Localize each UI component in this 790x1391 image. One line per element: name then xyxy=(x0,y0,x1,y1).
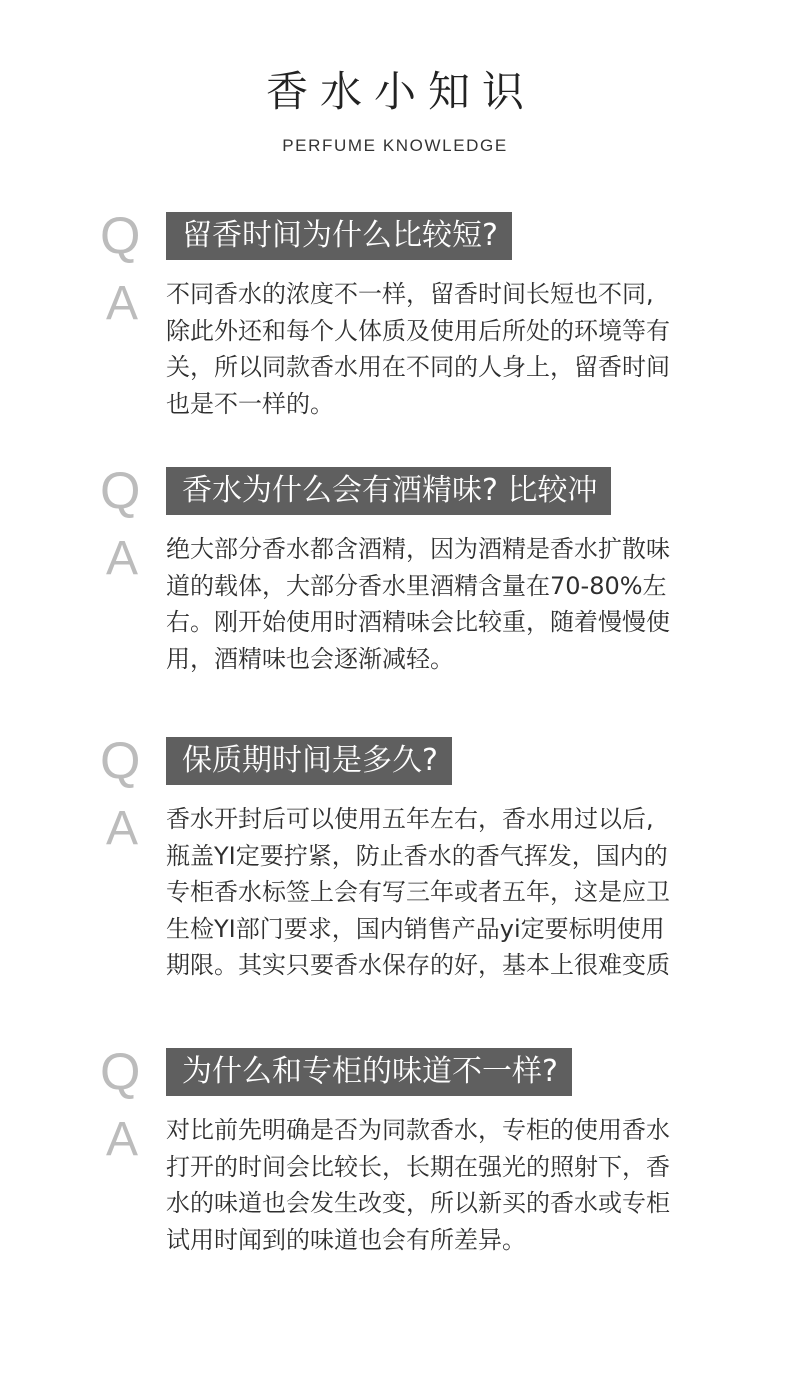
answer-row xyxy=(0,801,790,984)
answer-line: 对比前先明确是否为同款香水，专柜的使用香水 xyxy=(166,1116,670,1144)
page-title: 香水小知识 xyxy=(265,67,536,116)
q-marker: Q xyxy=(100,1043,141,1101)
question-row xyxy=(0,462,790,520)
answer-text xyxy=(166,801,706,984)
answer-row xyxy=(0,1112,790,1258)
q-marker: Q xyxy=(100,207,141,265)
answer-text xyxy=(166,531,706,677)
answer-line: 用，酒精味也会逐渐减轻。 xyxy=(166,644,454,673)
page-subtitle: PERFUME KNOWLEDGE xyxy=(282,136,508,155)
answer-line: 期限。其实只要香水保存的好，基本上很难变质 xyxy=(166,951,670,979)
q-marker: Q xyxy=(100,732,141,790)
question-row xyxy=(0,732,790,790)
qa-block xyxy=(0,1043,790,1258)
a-marker: A xyxy=(106,802,139,855)
answer-line: 除此外还和每个人体质及使用后所处的环境等有 xyxy=(166,316,670,345)
qa-block xyxy=(0,732,790,984)
answer-line: 也是不一样的。 xyxy=(166,389,334,418)
a-marker: A xyxy=(106,532,139,585)
a-marker: A xyxy=(106,1113,139,1166)
answer-line: 生检YI部门要求，国内销售产品yi定要标明使用 xyxy=(166,914,665,943)
answer-line: 香水开封后可以使用五年左右，香水用过以后, xyxy=(166,805,654,833)
question-row xyxy=(0,1043,790,1101)
answer-line: 关，所以同款香水用在不同的人身上，留香时间 xyxy=(166,353,670,381)
answer-line: 瓶盖YI定要拧紧，防止香水的香气挥发，国内的 xyxy=(166,841,668,870)
page-header xyxy=(0,62,790,156)
answer-line: 试用时闻到的味道也会有所差异。 xyxy=(166,1225,526,1254)
question-bar: 保质期时间是多久? xyxy=(166,737,452,785)
answer-line: 专柜香水标签上会有写三年或者五年，这是应卫 xyxy=(166,878,670,906)
qa-block xyxy=(0,462,790,677)
qa-block xyxy=(0,207,790,422)
answer-text xyxy=(166,1112,706,1258)
question-bar: 留香时间为什么比较短? xyxy=(166,212,512,260)
answer-row xyxy=(0,276,790,422)
q-marker: Q xyxy=(100,462,141,520)
answer-row xyxy=(0,531,790,677)
answer-line: 道的载体，大部分香水里酒精含量在70-80%左 xyxy=(166,571,667,600)
answer-line: 不同香水的浓度不一样，留香时间长短也不同, xyxy=(166,280,654,308)
answer-line: 右。刚开始使用时酒精味会比较重，随着慢慢使 xyxy=(166,608,670,636)
question-bar: 香水为什么会有酒精味? 比较冲 xyxy=(166,467,611,515)
answer-line: 水的味道也会发生改变，所以新买的香水或专柜 xyxy=(166,1189,670,1217)
answer-text xyxy=(166,276,706,422)
answer-line: 打开的时间会比较长，长期在强光的照射下，香 xyxy=(166,1152,670,1181)
question-bar: 为什么和专柜的味道不一样? xyxy=(166,1048,572,1096)
answer-line: 绝大部分香水都含酒精，因为酒精是香水扩散味 xyxy=(166,535,670,563)
a-marker: A xyxy=(106,277,139,330)
question-row xyxy=(0,207,790,265)
